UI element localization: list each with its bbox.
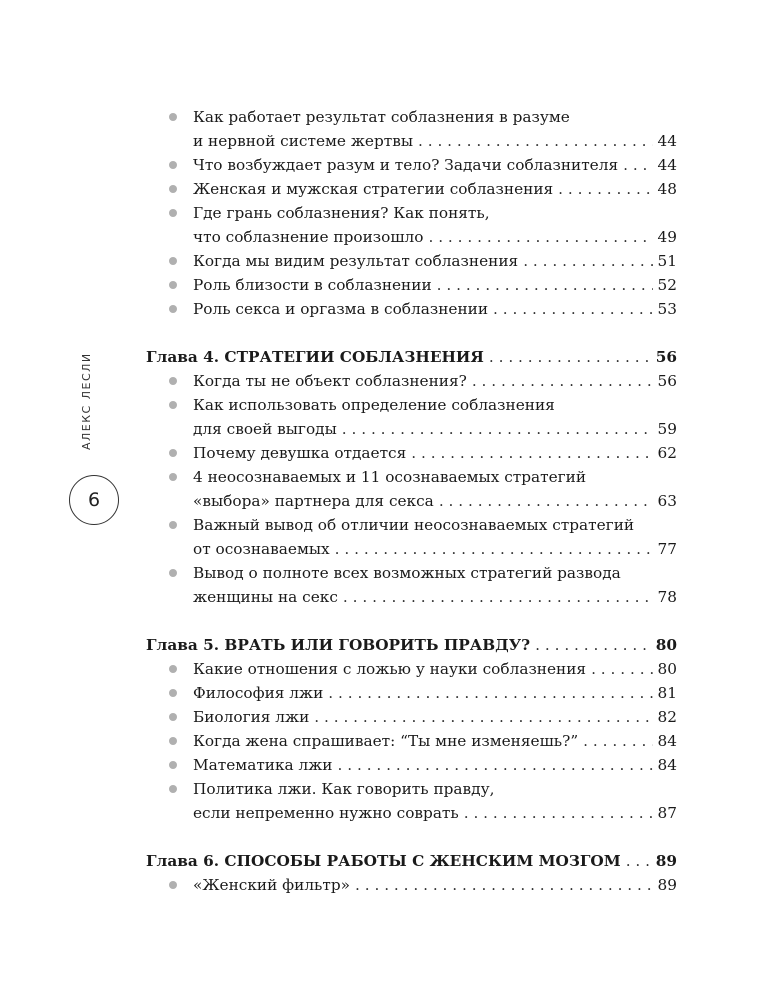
dot-leader [591, 657, 652, 681]
dot-leader [355, 873, 653, 897]
page-number: 6 [69, 475, 119, 525]
bullet-marker [169, 881, 177, 889]
entry-title: Почему девушка отдается [193, 444, 407, 462]
dot-leader [314, 705, 652, 729]
dot-leader [418, 129, 653, 153]
chapter-title: Глава 4. СТРАТЕГИИ СОБЛАЗНЕНИЯ [146, 348, 484, 366]
entry-title: Как работает результат соблазнения в разуме [193, 108, 570, 126]
toc-entry [193, 513, 677, 537]
entry-page-number: 87 [657, 804, 677, 822]
entry-page-number: 53 [657, 300, 677, 318]
bullet-marker [169, 473, 177, 481]
dot-leader [626, 849, 651, 873]
chapter-title: Глава 6. СПОСОБЫ РАБОТЫ С ЖЕНСКИМ МОЗГОМ [146, 852, 621, 870]
dot-leader [342, 417, 653, 441]
entry-page-number: 49 [657, 228, 677, 246]
entry-page-number: 63 [657, 492, 677, 510]
dot-leader [335, 537, 653, 561]
dot-leader [411, 441, 652, 465]
toc-entry [193, 873, 677, 897]
toc-entry [193, 681, 677, 705]
dot-leader [489, 345, 651, 369]
entry-title: Вывод о полноте всех возможных стратегий развода [193, 564, 621, 582]
toc-entry [193, 273, 677, 297]
entry-page-number: 82 [657, 708, 677, 726]
toc-entry [193, 561, 677, 585]
dot-leader [472, 369, 653, 393]
bullet-marker [169, 449, 177, 457]
toc-entry [193, 393, 677, 417]
toc-entry [193, 105, 677, 129]
toc-entry [193, 153, 677, 177]
entry-title: Роль секса и оргазма в соблазнении [193, 300, 489, 318]
entry-page-number: 56 [657, 372, 677, 390]
bullet-marker [169, 161, 177, 169]
toc-entry [193, 177, 677, 201]
entry-title: Когда ты не объект соблазнения? [193, 372, 467, 390]
entry-title: 4 неосознаваемых и 11 осознаваемых стратегий [193, 468, 587, 486]
toc-chapter [146, 345, 677, 369]
bullet-marker [169, 569, 177, 577]
toc-entry [193, 537, 677, 561]
bullet-marker [169, 209, 177, 217]
entry-page-number: 56 [655, 348, 677, 366]
dot-leader [428, 225, 652, 249]
entry-title: «выбора» партнера для секса [193, 492, 434, 510]
entry-page-number: 89 [655, 852, 677, 870]
entry-title: Что возбуждает разум и тело? Задачи соблазнителя [193, 156, 619, 174]
toc-entry [193, 585, 677, 609]
toc-entry [193, 297, 677, 321]
entry-page-number: 80 [657, 660, 677, 678]
dot-leader [535, 633, 651, 657]
entry-title: Женская и мужская стратегии соблазнения [193, 180, 554, 198]
bullet-marker [169, 785, 177, 793]
bullet-marker [169, 281, 177, 289]
entry-page-number: 89 [657, 876, 677, 894]
toc-chapter [146, 633, 677, 657]
dot-leader [583, 729, 652, 753]
bullet-marker [169, 377, 177, 385]
entry-title: что соблазнение произошло [193, 228, 424, 246]
bullet-marker [169, 257, 177, 265]
entry-title: Как использовать определение соблазнения [193, 396, 555, 414]
dot-leader [437, 273, 653, 297]
dot-leader [493, 297, 652, 321]
dot-leader [439, 489, 653, 513]
toc-entry [193, 753, 677, 777]
entry-page-number: 52 [657, 276, 677, 294]
bullet-marker [169, 305, 177, 313]
toc-entry [193, 369, 677, 393]
toc-entry [193, 201, 677, 225]
entry-title: если непременно нужно соврать [193, 804, 459, 822]
toc-entry [193, 225, 677, 249]
author-name: АЛЕКС ЛЕСЛИ [80, 352, 93, 450]
entry-title: Роль близости в соблазнении [193, 276, 432, 294]
entry-title: Математика лжи [193, 756, 333, 774]
entry-page-number: 59 [657, 420, 677, 438]
toc-entry [193, 801, 677, 825]
toc-entry [193, 705, 677, 729]
entry-title: Когда жена спрашивает: “Ты мне изменяешь?” [193, 732, 579, 750]
entry-title: Какие отношения с ложью у науки соблазнения [193, 660, 587, 678]
entry-page-number: 44 [657, 156, 677, 174]
entry-page-number: 44 [657, 132, 677, 150]
entry-page-number: 78 [657, 588, 677, 606]
bullet-marker [169, 737, 177, 745]
toc-chapter [146, 849, 677, 873]
bullet-marker [169, 401, 177, 409]
entry-title: Важный вывод об отличии неосознаваемых стратегий [193, 516, 635, 534]
toc-entry [193, 417, 677, 441]
entry-title: и нервной системе жертвы [193, 132, 413, 150]
entry-page-number: 77 [657, 540, 677, 558]
dot-leader [558, 177, 652, 201]
dot-leader [464, 801, 653, 825]
entry-title: Философия лжи [193, 684, 324, 702]
entry-page-number: 84 [657, 756, 677, 774]
entry-page-number: 62 [657, 444, 677, 462]
dot-leader [338, 753, 653, 777]
bullet-marker [169, 689, 177, 697]
entry-title: Политика лжи. Как говорить правду, [193, 780, 495, 798]
toc-entry [193, 489, 677, 513]
entry-page-number: 80 [655, 636, 677, 654]
dot-leader [343, 585, 653, 609]
entry-title: Биология лжи [193, 708, 310, 726]
toc-entry [193, 129, 677, 153]
entry-page-number: 84 [657, 732, 677, 750]
bullet-marker [169, 665, 177, 673]
entry-title: Когда мы видим результат соблазнения [193, 252, 519, 270]
toc-entry [193, 777, 677, 801]
dot-leader [623, 153, 652, 177]
toc-entry [193, 441, 677, 465]
bullet-marker [169, 113, 177, 121]
bullet-marker [169, 713, 177, 721]
entry-title: Где грань соблазнения? Как понять, [193, 204, 490, 222]
entry-title: от осознаваемых [193, 540, 330, 558]
dot-leader [523, 249, 652, 273]
dot-leader [328, 681, 652, 705]
bullet-marker [169, 521, 177, 529]
toc-entry [193, 249, 677, 273]
chapter-title: Глава 5. ВРАТЬ ИЛИ ГОВОРИТЬ ПРАВДУ? [146, 636, 531, 654]
toc-entry [193, 657, 677, 681]
entry-page-number: 81 [657, 684, 677, 702]
toc-entry [193, 729, 677, 753]
entry-title: «Женский фильтр» [193, 876, 351, 894]
toc-entry [193, 465, 677, 489]
entry-title: женщины на секс [193, 588, 338, 606]
bullet-marker [169, 185, 177, 193]
entry-page-number: 48 [657, 180, 677, 198]
entry-page-number: 51 [657, 252, 677, 270]
bullet-marker [169, 761, 177, 769]
entry-title: для своей выгоды [193, 420, 337, 438]
